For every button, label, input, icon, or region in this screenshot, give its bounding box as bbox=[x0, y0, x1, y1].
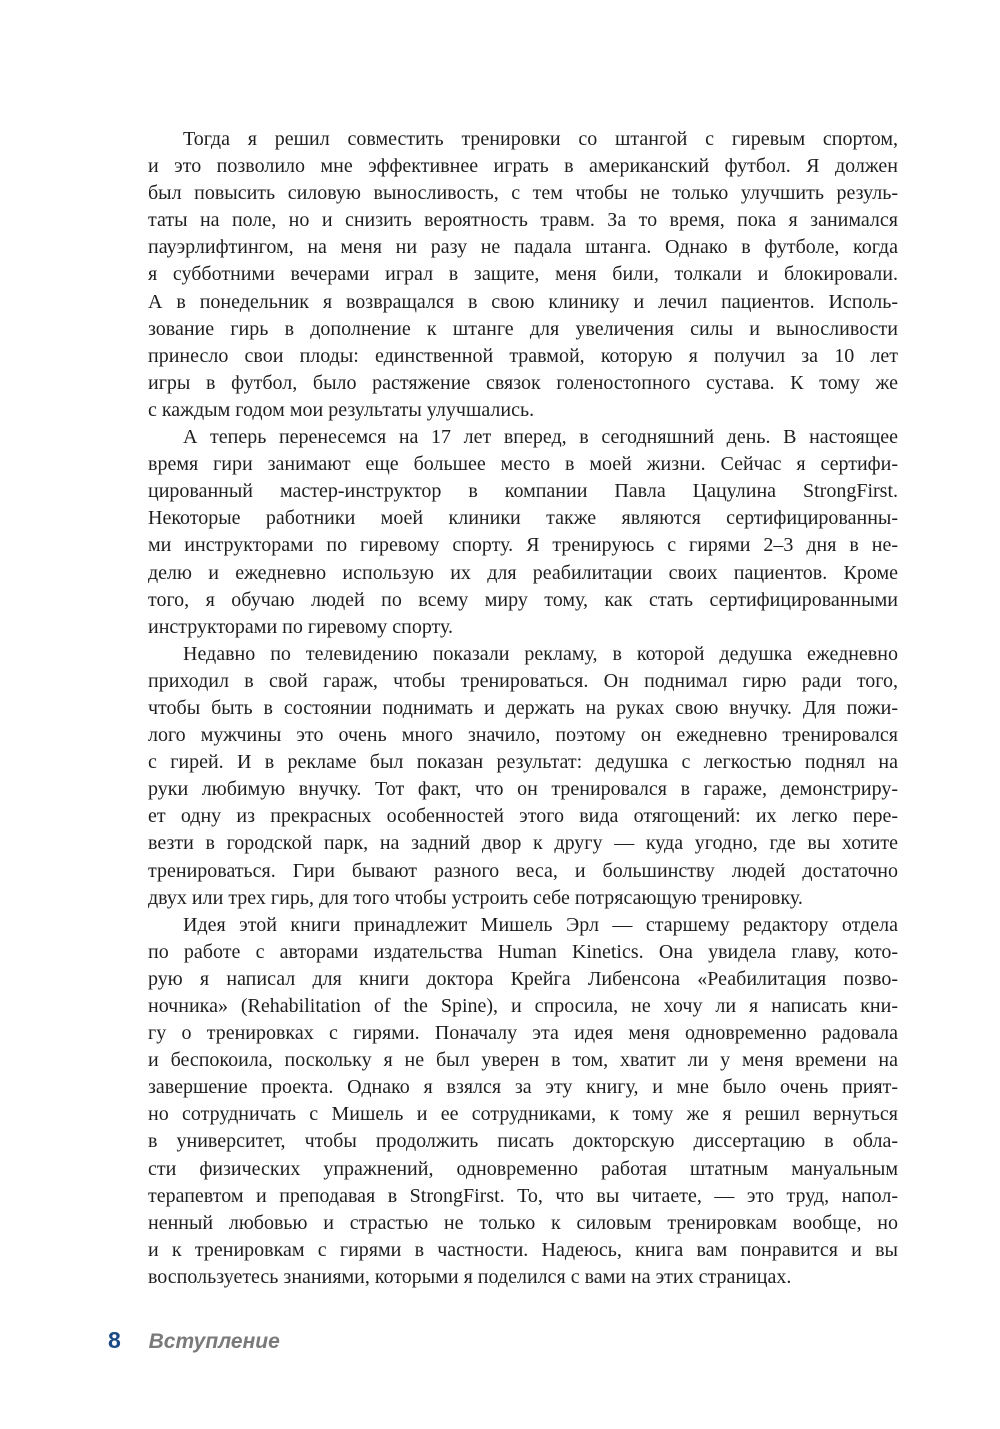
text-line: двух или трех гирь, для того чтобы устроить себе потрясающую тренировку. bbox=[148, 886, 803, 909]
text-line: гу о тренировках с гирями. Поначалу эта идея меня одновременно радовала bbox=[148, 1022, 898, 1045]
text-line: и беспокоила, поскольку я не был уверен в том, хватит ли у меня времени на bbox=[148, 1049, 898, 1072]
text-line: делю и ежедневно использую их для реабилитации своих пациентов. Кроме bbox=[148, 561, 898, 584]
text-line: терапевтом и преподавая в StrongFirst. То, что вы читаете, — это труд, напол- bbox=[148, 1184, 898, 1207]
text-line: был повысить силовую выносливость, с тем чтобы не только улучшить резуль- bbox=[148, 182, 898, 205]
text-line: и к тренировкам с гирями в частности. Надеюсь, книга вам понравится и вы bbox=[148, 1238, 898, 1261]
text-line: приходил в свой гараж, чтобы тренироваться. Он поднимал гирю ради того, bbox=[148, 669, 898, 692]
text-line: Тогда я решил совместить тренировки со штангой с гиревым спортом, bbox=[183, 128, 898, 150]
text-line: пауэрлифтингом, на меня ни разу не падала штанга. Однако в футболе, когда bbox=[148, 236, 898, 259]
text-line: А в понедельник я возвращался в свою клинику и лечил пациентов. Исполь- bbox=[148, 290, 898, 313]
text-line: Идея этой книги принадлежит Мишель Эрл — старшему редактору отдела bbox=[183, 913, 898, 936]
text-line: тренироваться. Гири бывают разного веса, и большинству людей достаточно bbox=[148, 859, 898, 882]
paragraph bbox=[148, 126, 898, 424]
text-line: ет одну из прекрасных особенностей этого вида отягощений: их легко пере- bbox=[148, 805, 898, 828]
text-line: завершение проекта. Однако я взялся за эту книгу, и мне было очень прият- bbox=[148, 1076, 898, 1099]
text-line: и это позволило мне эффективнее играть в американский футбол. Я должен bbox=[148, 155, 898, 178]
text-line: лого мужчины это очень много значило, поэтому он ежедневно тренировался bbox=[148, 724, 898, 747]
text-line: ночника» (Rehabilitation of the Spine), и спросила, не хочу ли я написать кни- bbox=[148, 995, 898, 1017]
text-line: с каждым годом мои результаты улучшались. bbox=[148, 398, 535, 421]
paragraph bbox=[148, 912, 898, 1291]
text-line: Некоторые работники моей клиники также являются сертифицированны- bbox=[148, 507, 898, 530]
text-line: принесло свои плоды: единственной травмой, которую я получил за 10 лет bbox=[148, 344, 898, 367]
text-line: время гири занимают еще большее место в моей жизни. Сейчас я сертифи- bbox=[148, 453, 898, 476]
page-footer bbox=[108, 1327, 280, 1354]
text-line: А теперь перенесемся на 17 лет вперед, в сегодняшний день. В настоящее bbox=[183, 426, 898, 449]
text-line: инструкторами по гиревому спорту. bbox=[148, 615, 454, 638]
text-line: я субботними вечерами играл в защите, меня били, толкали и блокировали. bbox=[148, 263, 898, 286]
text-line: везти в городской парк, на задний двор к другу — куда угодно, где вы хотите bbox=[148, 832, 898, 855]
text-line: воспользуетесь знаниями, которыми я поделился с вами на этих страницах. bbox=[148, 1265, 792, 1288]
text-line: ми инструкторами по гиревому спорту. Я тренируюсь с гирями 2–3 дня в не- bbox=[148, 534, 898, 557]
text-line: цированный мастер-инструктор в компании Павла Цацулина StrongFirst. bbox=[148, 480, 898, 503]
text-line: в университет, чтобы продолжить писать докторскую диссертацию в обла- bbox=[148, 1130, 898, 1153]
running-section-title: Вступление bbox=[148, 1330, 280, 1353]
page-number: 8 bbox=[108, 1327, 121, 1353]
text-line: зование гирь в дополнение к штанге для увеличения силы и выносливости bbox=[148, 317, 898, 340]
text-line: чтобы быть в состоянии поднимать и держать на руках свою внучку. Для пожи- bbox=[148, 696, 898, 719]
text-line: по работе с авторами издательства Human Kinetics. Она увидела главу, кото- bbox=[148, 940, 898, 963]
text-line: игры в футбол, было растяжение связок голеностопного сустава. К тому же bbox=[148, 371, 898, 394]
body-text bbox=[148, 126, 898, 1291]
text-line: сти физических упражнений, одновременно работая штатным мануальным bbox=[148, 1157, 898, 1180]
text-line: руки любимую внучку. Тот факт, что он тренировался в гараже, демонстриру- bbox=[148, 778, 898, 801]
paragraph bbox=[148, 424, 898, 641]
text-line: но сотрудничать с Мишель и ее сотрудниками, к тому же я решил вернуться bbox=[148, 1103, 898, 1126]
paragraph bbox=[148, 641, 898, 912]
text-line: таты на поле, но и снизить вероятность травм. За то время, пока я занимался bbox=[148, 209, 898, 232]
text-line: рую я написал для книги доктора Крейга Либенсона «Реабилитация позво- bbox=[148, 967, 898, 990]
text-line: с гирей. И в рекламе был показан результат: дедушка с легкостью поднял на bbox=[148, 751, 898, 774]
text-line: Недавно по телевидению показали рекламу, в которой дедушка ежедневно bbox=[183, 642, 898, 665]
text-line: ненный любовью и страстью не только к силовым тренировкам вообще, но bbox=[148, 1211, 898, 1234]
text-line: того, я обучаю людей по всему миру тому, как стать сертифицированными bbox=[148, 588, 898, 611]
